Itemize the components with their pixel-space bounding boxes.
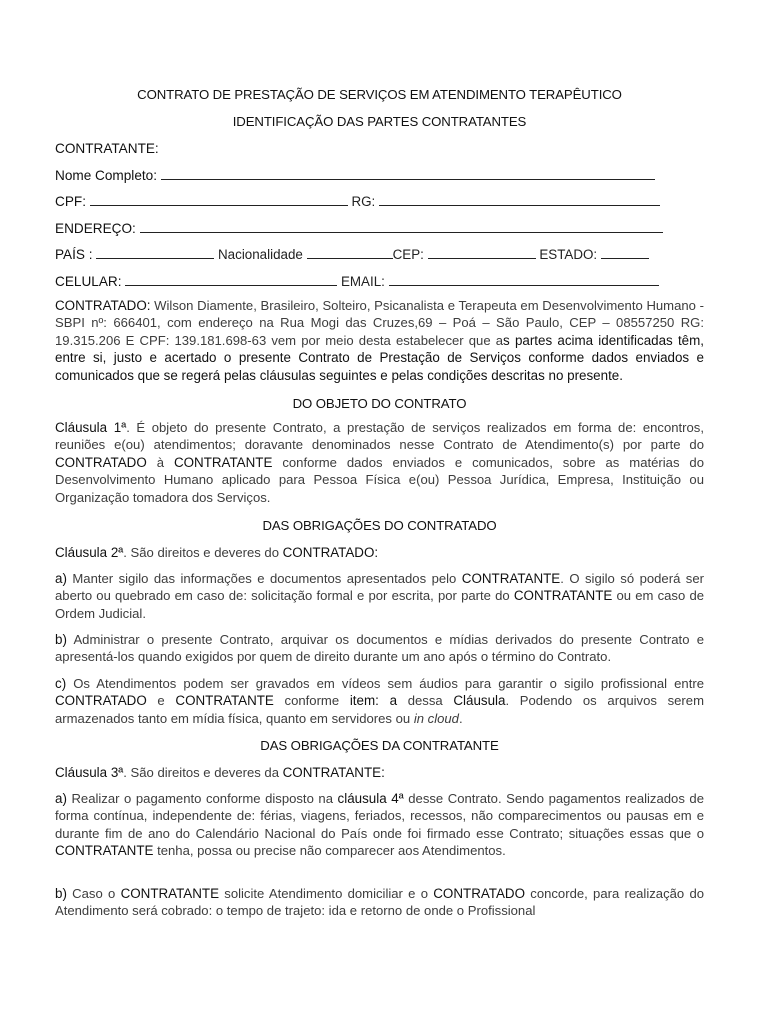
celular-email-row xyxy=(55,273,704,289)
clausula-1-contratante: CONTRATANTE xyxy=(173,454,273,470)
nome-label: Nome Completo: xyxy=(55,168,157,183)
clausula-3-item-b xyxy=(55,885,704,920)
clausula-1-text: . É objeto do presente Contrato, a prestação de serviços realizados em forma de: encontros, reuniões e(ou) atendimentos; doravante denominados nesse Contrato de Atendimento(s) por parte do xyxy=(55,420,704,453)
item-c-label: c) xyxy=(55,676,67,691)
contratado-text: Wilson Diamente, Brasileiro, Solteiro, Psicanalista e Terapeuta em Desenvolvimento Humano - SBPI nº: 666401, com endereço na Rua Mogi das Cruzes,69 – Poá – São Paulo, CEP – 08557250 RG: 19.315.206 E CPF: 139.181.698-63 vem por meio desta estabelecer que a xyxy=(55,298,704,348)
item-b-label: b) xyxy=(55,632,67,647)
pais-row xyxy=(55,246,704,262)
clausula-3-contratante: CONTRATANTE: xyxy=(282,765,385,780)
item-b-text: concorde, para realização do Atendimento será cobrado: o tempo de trajeto: ida e retorno de onde o Profissional xyxy=(55,886,705,919)
clausula-2-contratado: CONTRATADO: xyxy=(282,545,379,560)
section-contratante-heading: DAS OBRIGAÇÕES DA CONTRATANTE xyxy=(260,738,499,753)
pais-field[interactable] xyxy=(96,246,214,259)
clausula-2-text: . São direitos e deveres do xyxy=(123,545,283,560)
section-contratado-heading: DAS OBRIGAÇÕES DO CONTRATADO xyxy=(262,518,497,533)
item-c-text: e xyxy=(146,693,176,709)
item-a-text: tenha, possa ou precise não comparecer aos Atendimentos. xyxy=(153,843,506,859)
item-c-clausula-ref: Cláusula xyxy=(453,693,506,709)
pais-label: PAÍS : xyxy=(55,247,93,262)
item-b-label: b) xyxy=(55,886,67,901)
item-b-text: solicite Atendimento domiciliar e o xyxy=(219,886,434,901)
estado-label: ESTADO: xyxy=(539,247,598,262)
clausula-3 xyxy=(55,764,704,781)
cpf-rg-row xyxy=(55,193,704,209)
endereco-field[interactable] xyxy=(140,220,663,233)
item-b-contratado: CONTRATADO xyxy=(433,886,526,901)
item-c-text: . Podendo os arquivos serem armazenados tanto em mídia física, quanto em servidores ou xyxy=(55,693,704,726)
contratante-field-label: CONTRATANTE: xyxy=(55,141,159,156)
clausula-1-text: conforme dados enviados e comunicados, sobre as matérias do Desenvolvimento Humano aplicado para Pessoa Física e(ou) Pessoa Jurídica, Empresa, Instituição ou Organização tomadora dos Serviços. xyxy=(55,454,704,505)
item-a-contratante: CONTRATANTE xyxy=(461,571,561,586)
estado-field[interactable] xyxy=(601,246,649,259)
clausula-2-item-b xyxy=(55,631,704,666)
item-a-contratante: CONTRATANTE xyxy=(513,588,613,604)
item-a-text: Manter sigilo das informações e documentos apresentados pelo xyxy=(66,571,462,586)
celular-field[interactable] xyxy=(125,273,337,286)
item-c-contratado: CONTRATADO xyxy=(55,693,147,709)
item-a-text: ou em caso de Ordem Judicial. xyxy=(55,588,705,621)
clausula-1-label: Cláusula 1ª xyxy=(55,420,127,435)
item-c-contratante: CONTRATANTE xyxy=(175,693,274,709)
item-c-text: dessa xyxy=(397,693,454,709)
rg-field[interactable] xyxy=(379,193,660,206)
item-b-text: Caso o xyxy=(66,886,121,901)
nome-field[interactable] xyxy=(161,167,655,180)
clausula-2-label: Cláusula 2ª xyxy=(55,545,124,560)
cep-label: CEP: xyxy=(392,247,424,262)
item-c-item-ref: item: a xyxy=(349,693,398,709)
clausula-2 xyxy=(55,544,704,561)
cpf-label: CPF: xyxy=(55,194,86,209)
item-a-label: a) xyxy=(55,791,67,806)
item-a-text: desse Contrato. Sendo pagamentos realizados de forma contínua, independente de: férias, viagens, feriados, recessos, não comparecimentos ou pausas em e durante fim de ano do Calendário Nacional do País onde foi firmado esse Contrato; situações essas que o xyxy=(55,791,704,841)
item-b-contratante: CONTRATANTE xyxy=(120,886,220,901)
item-b-text: Administrar o presente Contrato, arquivar os documentos e mídias derivados do presente Contrato e apresentá-los quando exigidos por quem de direito durante um ano após o término do Contrato. xyxy=(55,632,704,665)
endereco-row xyxy=(55,220,704,236)
clausula-1 xyxy=(55,419,704,506)
clausula-3-item-a xyxy=(55,790,704,860)
contratante-label xyxy=(55,141,704,156)
item-a-label: a) xyxy=(55,571,67,586)
document-title: CONTRATO DE PRESTAÇÃO DE SERVIÇOS EM ATENDIMENTO TERAPÊUTICO xyxy=(137,87,622,102)
nome-row xyxy=(55,167,704,183)
clausula-3-label: Cláusula 3ª xyxy=(55,765,124,780)
cep-field[interactable] xyxy=(428,246,536,259)
celular-label: CELULAR: xyxy=(55,274,122,289)
rg-label: RG: xyxy=(351,194,376,209)
clausula-1-contratado: CONTRATADO xyxy=(55,454,147,470)
cpf-field[interactable] xyxy=(90,193,348,206)
clausula-2-item-c xyxy=(55,675,704,727)
item-a-clausula-ref: cláusula 4ª xyxy=(337,791,404,806)
contratado-label: CONTRATADO: xyxy=(55,298,151,313)
nacionalidade-label: Nacionalidade xyxy=(218,247,303,262)
parties-heading: IDENTIFICAÇÃO DAS PARTES CONTRATANTES xyxy=(232,114,527,129)
item-c-text: . xyxy=(458,710,463,726)
clausula-1-text: à xyxy=(146,454,174,470)
endereco-label: ENDEREÇO: xyxy=(55,221,136,236)
nacionalidade-field[interactable] xyxy=(307,246,393,259)
item-c-text: conforme xyxy=(273,693,350,709)
clausula-3-text: . São direitos e deveres da xyxy=(123,765,283,780)
item-a-text: Realizar o pagamento conforme disposto na xyxy=(66,791,338,806)
item-a-contratante: CONTRATANTE xyxy=(55,843,154,859)
item-c-in-cloud: in cloud xyxy=(413,710,459,726)
clausula-2-item-a xyxy=(55,570,704,622)
section-objeto-heading: DO OBJETO DO CONTRATO xyxy=(292,396,467,411)
email-field[interactable] xyxy=(389,273,659,286)
contratado-bold-text: s partes acima identificadas têm, entre si, justo e acertado o presente Contrato de Prestação de Serviços conforme dados enviados e comunicados que se regerá pelas cláusulas seguintes e pelas condições descritas no presente. xyxy=(55,332,704,383)
contratado-paragraph xyxy=(55,297,704,384)
item-c-text: Os Atendimentos podem ser gravados em vídeos sem áudios para garantir o sigilo profissional entre xyxy=(66,676,704,691)
item-a-text: . O sigilo só poderá ser aberto ou quebrado em caso de: solicitação formal e por escrita, por parte do xyxy=(55,571,704,604)
email-label: EMAIL: xyxy=(340,274,385,289)
